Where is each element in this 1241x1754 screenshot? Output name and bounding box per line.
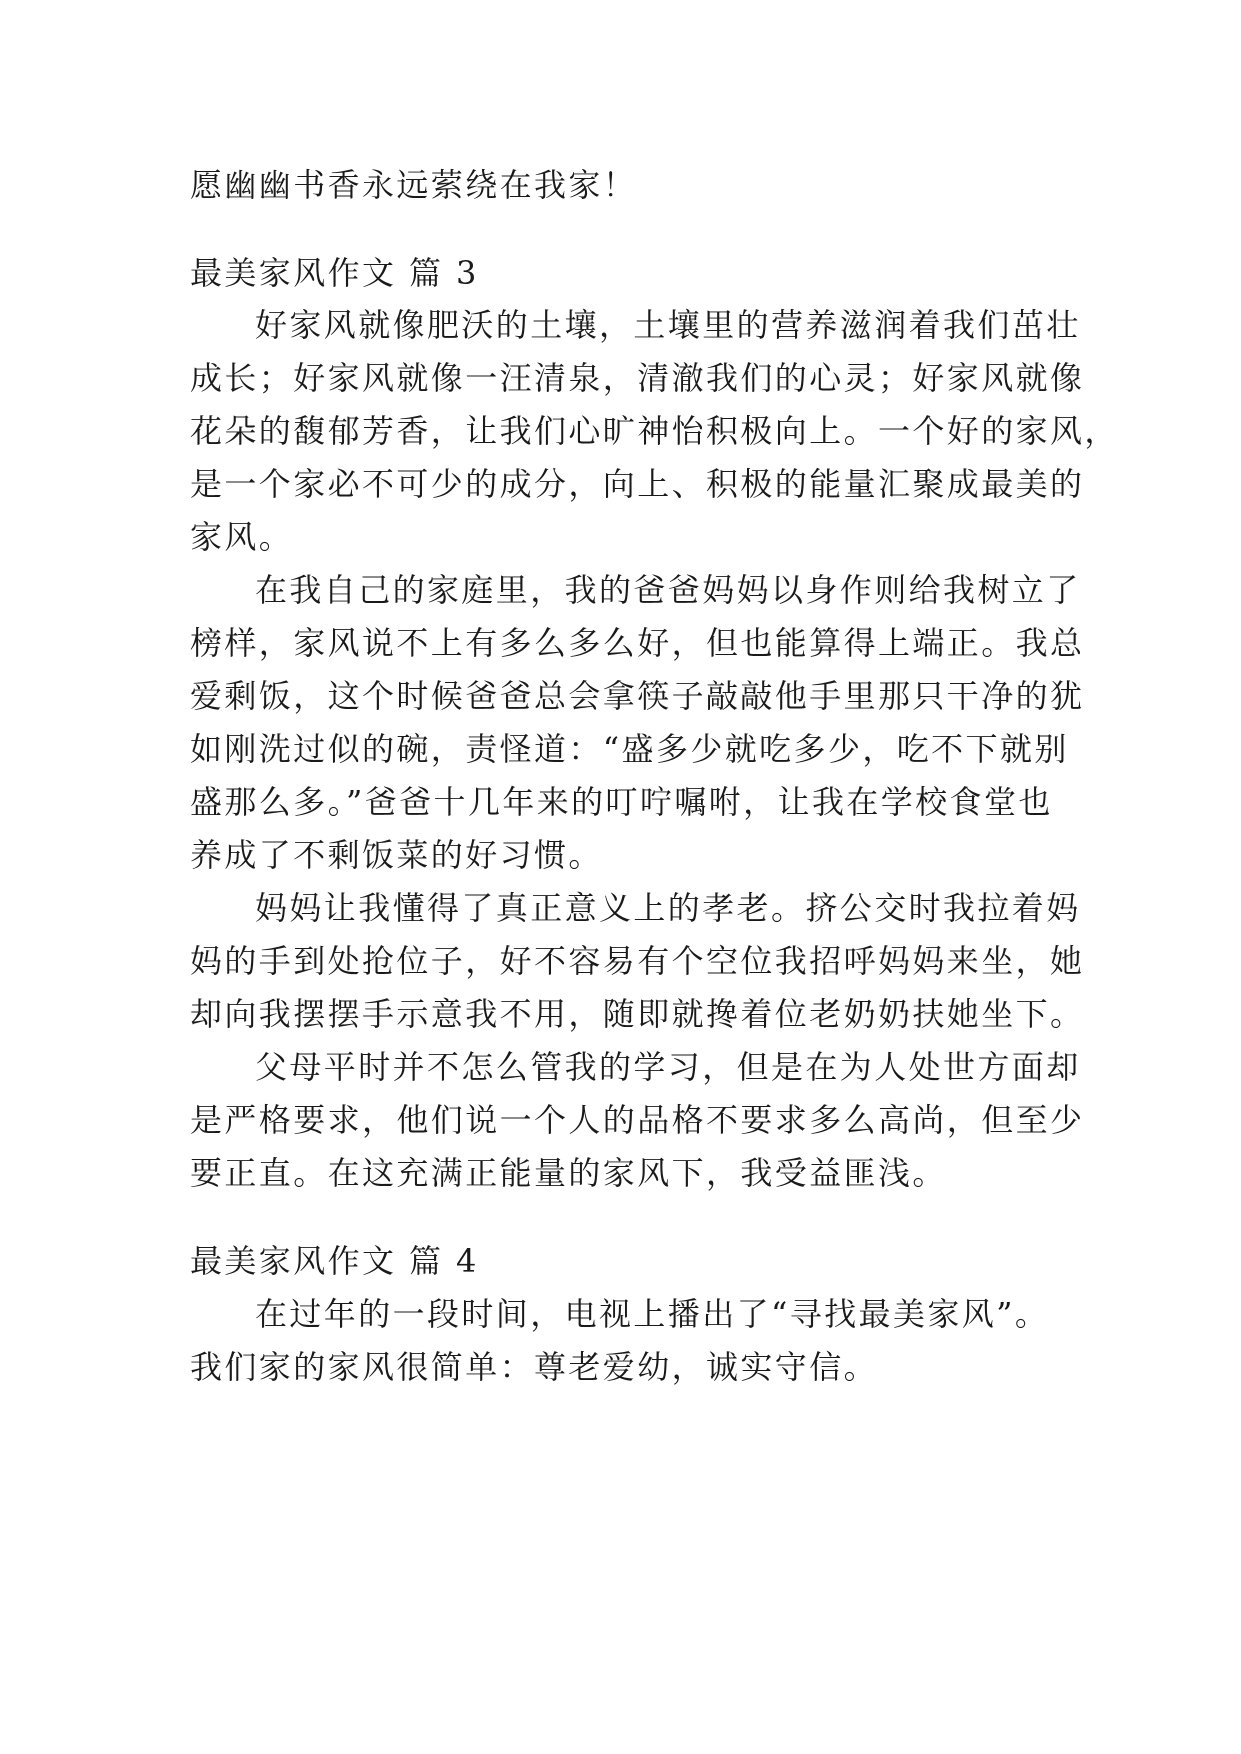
- section-3-heading: 最美家风作文 篇 3: [190, 254, 479, 292]
- section-4-heading: 最美家风作文 篇 4: [190, 1242, 479, 1280]
- paragraph-line: 父母平时并不怎么管我的学习，但是在为人处世方面却: [255, 1048, 1081, 1086]
- paragraph-line: 要正直。在这充满正能量的家风下，我受益匪浅。: [190, 1154, 947, 1192]
- paragraph-line: 养成了不剩饭菜的好习惯。: [190, 836, 603, 874]
- paragraph-line: 却向我摆摆手示意我不用，随即就搀着位老奶奶扶她坐下。: [190, 995, 1085, 1033]
- paragraph-line: 是严格要求，他们说一个人的品格不要求多么高尚，但至少: [190, 1101, 1085, 1139]
- paragraph-line: 好家风就像肥沃的土壤，土壤里的营养滋润着我们茁壮: [255, 306, 1081, 344]
- closing-line: 愿幽幽书香永远萦绕在我家！: [190, 166, 638, 204]
- paragraph-line: 在我自己的家庭里，我的爸爸妈妈以身作则给我树立了: [255, 571, 1081, 609]
- paragraph-line: 爱剩饭，这个时候爸爸总会拿筷子敲敲他手里那只干净的犹: [190, 677, 1085, 715]
- paragraph-line: 家风。: [190, 518, 294, 556]
- paragraph-line: 在过年的一段时间，电视上播出了“寻找最美家风”。: [255, 1295, 1050, 1333]
- paragraph-line: 如刚洗过似的碗，责怪道：“盛多少就吃多少，吃不下就别: [190, 730, 1069, 768]
- paragraph-line: 我们家的家风很简单：尊老爱幼，诚实守信。: [190, 1348, 879, 1386]
- paragraph-line: 妈妈让我懂得了真正意义上的孝老。挤公交时我拉着妈: [255, 889, 1081, 927]
- paragraph-line: 妈的手到处抢位子，好不容易有个空位我招呼妈妈来坐，她: [190, 942, 1085, 980]
- paragraph-line: 成长；好家风就像一汪清泉，清澈我们的心灵；好家风就像: [190, 359, 1085, 397]
- paragraph-line: 盛那么多。”爸爸十几年来的叮咛嘱咐，让我在学校食堂也: [190, 783, 1053, 821]
- paragraph-line: 是一个家必不可少的成分，向上、积极的能量汇聚成最美的: [190, 465, 1085, 503]
- paragraph-line: 榜样，家风说不上有多么多么好，但也能算得上端正。我总: [190, 624, 1085, 662]
- paragraph-line: 花朵的馥郁芳香，让我们心旷神怡积极向上。一个好的家风，: [190, 412, 1119, 450]
